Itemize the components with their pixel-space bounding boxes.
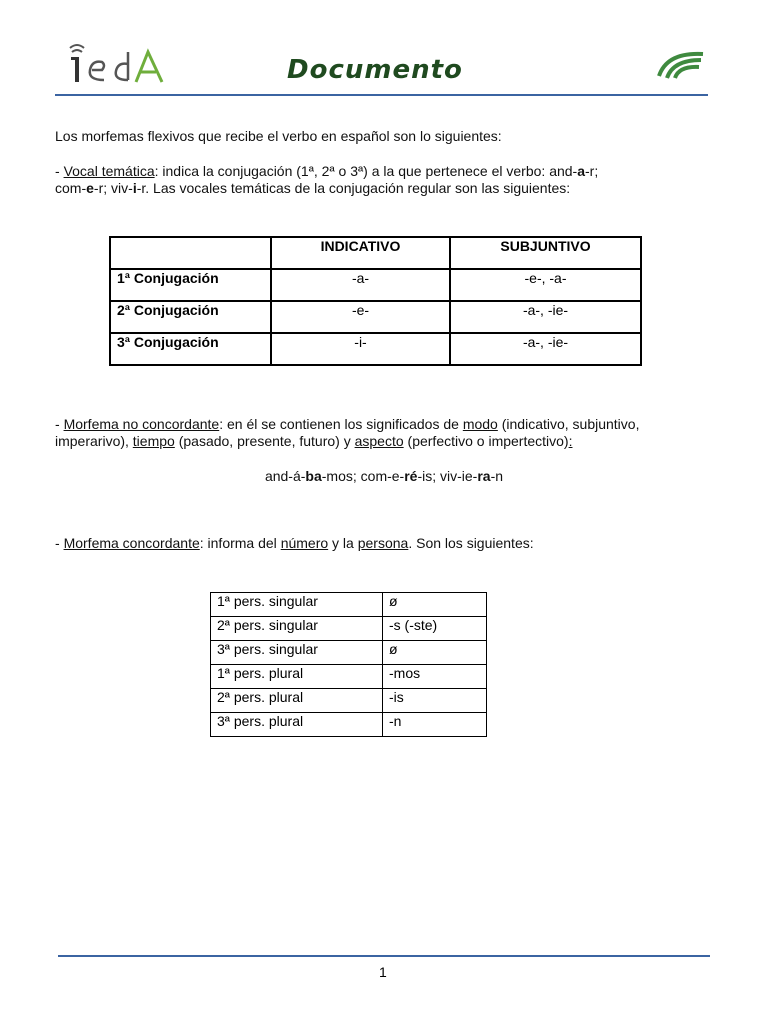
vocal-tematica-term: Vocal temática	[63, 163, 155, 179]
table-row	[110, 301, 641, 333]
table-cell: -mos	[383, 665, 487, 689]
table-cell: 1ª pers. singular	[211, 593, 383, 617]
concordante-line: - Morfema concordante: informa del número y la persona. Son los siguientes:	[55, 535, 534, 551]
table-cell: -e-	[271, 301, 450, 333]
table-row	[211, 713, 487, 737]
vocal-tematica-line2: com-e-r; viv-i-r. Las vocales temáticas de la conjugación regular son las siguientes:	[55, 180, 571, 196]
table-header-cell: INDICATIVO	[271, 237, 450, 269]
table-cell: 3ª Conjugación	[110, 333, 271, 365]
table-cell: 1ª Conjugación	[110, 269, 271, 301]
ieda-logo	[66, 40, 176, 95]
table-cell: -is	[383, 689, 487, 713]
no-concordante-example: and-á-ba-mos; com-e-ré-is; viv-ie-ra-n	[264, 468, 504, 484]
table-row	[110, 333, 641, 365]
table-row	[211, 617, 487, 641]
page-number: 1	[379, 964, 387, 980]
intro-text: Los morfemas flexivos que recibe el verbo en español son lo siguientes:	[55, 128, 502, 144]
table-cell: -n	[383, 713, 487, 737]
table-cell: -i-	[271, 333, 450, 365]
table-cell: 2ª pers. singular	[211, 617, 383, 641]
table-cell: ø	[383, 641, 487, 665]
table-cell: -s (-ste)	[383, 617, 487, 641]
table-cell: 2ª pers. plural	[211, 689, 383, 713]
table-header-row	[110, 237, 641, 269]
header-rule	[55, 94, 708, 96]
table-header-cell: SUBJUNTIVO	[450, 237, 641, 269]
table-header-cell	[110, 237, 271, 269]
table-row	[211, 665, 487, 689]
vocal-tematica-line1: - Vocal temática: indica la conjugación (1ª, 2ª o 3ª) a la que pertenece el verbo: and-a-r;	[55, 163, 599, 179]
no-concordante-term: Morfema no concordante	[63, 416, 220, 432]
table-row	[110, 269, 641, 301]
table-row	[211, 641, 487, 665]
table-cell: -a-, -ie-	[450, 333, 641, 365]
table-row	[211, 593, 487, 617]
table-cell: ø	[383, 593, 487, 617]
table-cell: -a-, -ie-	[450, 301, 641, 333]
no-concordante-line1: - Morfema no concordante: en él se contienen los significados de modo (indicativo, subjuntivo,	[55, 416, 640, 432]
concordante-term: Morfema concordante	[63, 535, 200, 551]
table-cell: -a-	[271, 269, 450, 301]
footer-rule	[58, 955, 710, 957]
table-cell: 3ª pers. singular	[211, 641, 383, 665]
table-cell: 2ª Conjugación	[110, 301, 271, 333]
table-cell: -e-, -a-	[450, 269, 641, 301]
no-concordante-line2: imperarivo), tiempo (pasado, presente, futuro) y aspecto (perfectivo o impertectivo):	[55, 433, 573, 449]
table-row	[211, 689, 487, 713]
persons-table	[210, 592, 487, 737]
junta-andalucia-logo	[657, 50, 707, 85]
conjugation-table	[109, 236, 642, 366]
table-cell: 3ª pers. plural	[211, 713, 383, 737]
table-cell: 1ª pers. plural	[211, 665, 383, 689]
page-title: Documento	[287, 55, 463, 85]
